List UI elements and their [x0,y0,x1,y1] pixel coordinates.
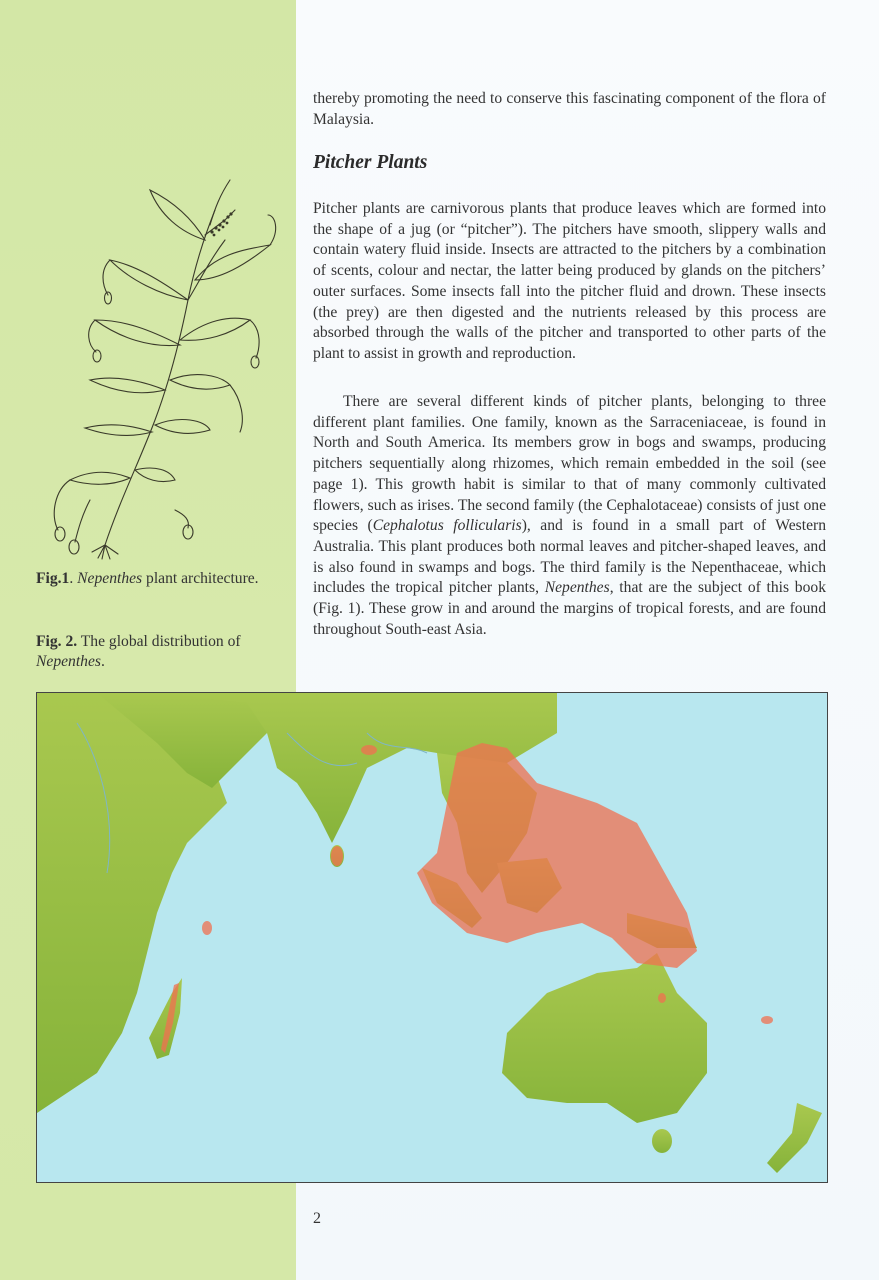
figure-1-caption [36,569,286,589]
page-number: 2 [313,1210,321,1227]
figure-1-text: plant architecture. [142,570,259,587]
tasmania-landmass [652,1129,672,1153]
species-name: Cephalotus follicularis [372,517,522,535]
nepenthes-plant-illustration [30,170,290,560]
distribution-map [36,692,828,1183]
figure-1-label: Fig.1 [36,570,70,587]
paragraph-2-part-a: There are several different kinds of pitcher plants, belonging to three different plant families. One family, known as the Sarraceniaceae, is found in North and South America. Its members grow in bogs and swamps, producing pitchers sequentially along rhizomes, which remain embedded in the soil (see page 1). This growth habit is similar to that of many commonly cultivated flowers, such as irises. The second family (the Cephalotaceae) consists of just one species ( [313,393,826,535]
figure-2-label: Fig. 2. [36,633,78,650]
paragraph-2 [313,392,826,640]
figure-1-separator: . [69,570,78,587]
figure-2-text: The global distribution of [77,633,241,650]
paragraph-1: Pitcher plants are carnivorous plants that produce leaves which are formed into the shape of a jug (or “pitcher”). The pitchers have smooth, slippery walls and contain watery fluid inside. Insects are attracted to the pitchers by a combination of scents, colour and nectar, the latter being produced by glands on the pitchers’ outer surfaces. Some insects fall into the pitcher fluid and drown. These insects (the prey) are then digested and the nutrients released by this process are absorbed through the walls of the pitcher and transported to other parts of the plant to assist in growth and reproduction. [313,200,826,362]
paragraph-2-part-c: , that are the subject of this book (Fig. 1). These grow in and around the margins of tropical forests, and are found throughout South-east Asia. [313,579,826,638]
intro-paragraph: thereby promoting the need to conserve this fascinating component of the flora of Malaysia. [313,90,826,128]
map-graphic [37,693,827,1182]
section-heading: Pitcher Plants [313,152,428,173]
genus-name: Nepenthes [544,579,610,597]
figure-1-genus: Nepenthes [77,570,143,587]
figure-2-caption [36,632,286,672]
paragraph-2-part-b: ), and is found in a small part of Western Australia. This plant produces both normal leaves and pitcher-shaped leaves, and is also found in swamps and bogs. The third family is the Nepenthaceae, which includes the tropical pitcher plants, [313,517,826,597]
figure-2-end: . [100,653,105,670]
figure-2-genus: Nepenthes [36,653,101,670]
